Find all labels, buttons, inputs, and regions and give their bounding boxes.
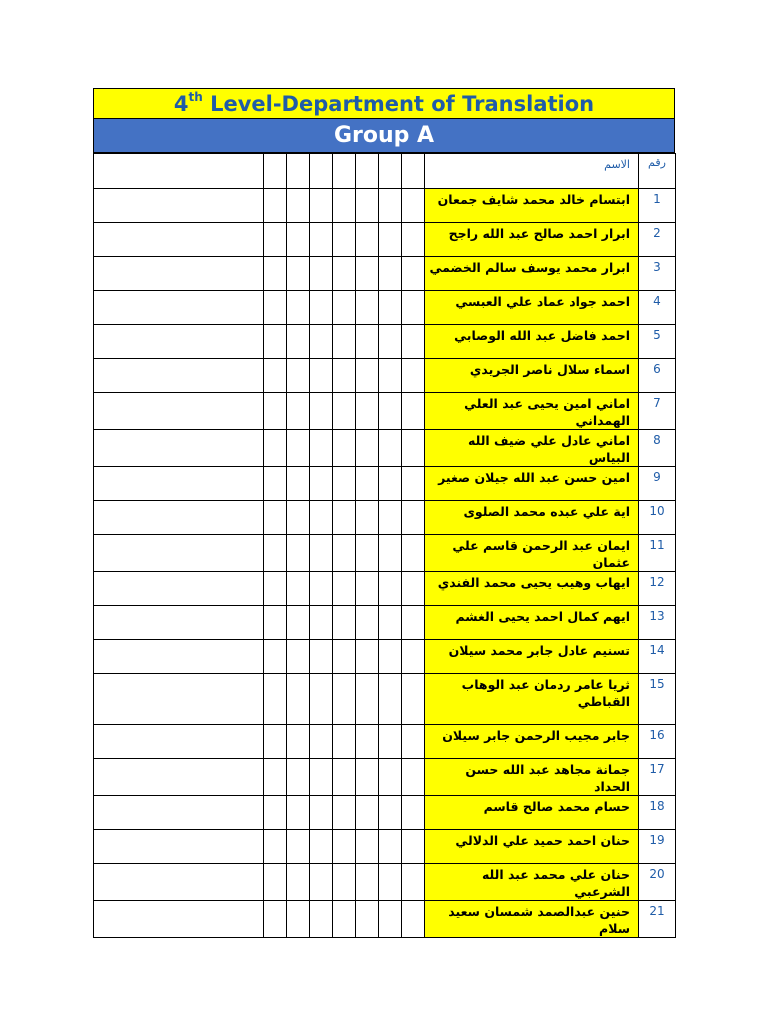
row-notes-cell[interactable] [94,467,264,501]
row-mark-cell[interactable] [333,606,356,640]
row-notes-cell[interactable] [94,759,264,796]
student-name: اية علي عبده محمد الصلوى [425,501,639,535]
row-mark-cell[interactable] [402,901,425,938]
row-notes-cell[interactable] [94,189,264,223]
student-table [93,153,676,938]
row-mark-cell[interactable] [356,359,379,393]
row-mark-cell[interactable] [310,257,333,291]
row-notes-cell[interactable] [94,501,264,535]
row-mark-cell[interactable] [310,640,333,674]
student-name: ابرار احمد صالح عبد الله راجح [425,223,639,257]
row-mark-cell[interactable] [310,223,333,257]
row-mark-cell[interactable] [264,325,287,359]
row-mark-cell[interactable] [287,430,310,467]
row-mark-cell[interactable] [379,830,402,864]
row-mark-cell[interactable] [402,501,425,535]
row-mark-cell[interactable] [310,901,333,938]
row-mark-cell[interactable] [264,606,287,640]
row-mark-cell[interactable] [310,572,333,606]
row-mark-cell[interactable] [333,223,356,257]
row-mark-cell[interactable] [333,901,356,938]
row-mark-cell[interactable] [379,606,402,640]
row-mark-cell[interactable] [402,291,425,325]
student-name: امين حسن عبد الله جيلان صغير [425,467,639,501]
row-mark-cell[interactable] [287,796,310,830]
row-mark-cell[interactable] [310,725,333,759]
row-mark-cell[interactable] [310,606,333,640]
student-name: جمانة مجاهد عبد الله حسن الحداد [425,759,639,796]
row-mark-cell[interactable] [333,725,356,759]
row-mark-cell[interactable] [310,864,333,901]
student-number: 20 [639,864,676,901]
row-mark-cell[interactable] [356,606,379,640]
row-mark-cell[interactable] [379,393,402,430]
row-mark-cell[interactable] [333,467,356,501]
row-mark-cell[interactable] [310,393,333,430]
row-notes-cell[interactable] [94,725,264,759]
row-mark-cell[interactable] [310,501,333,535]
row-mark-cell[interactable] [379,189,402,223]
row-mark-cell[interactable] [402,759,425,796]
table-row [94,257,676,291]
row-mark-cell[interactable] [287,291,310,325]
student-number: 19 [639,830,676,864]
row-mark-cell[interactable] [264,759,287,796]
row-mark-cell[interactable] [379,501,402,535]
row-mark-cell[interactable] [356,674,379,725]
row-mark-cell[interactable] [356,535,379,572]
header-mark-cell[interactable] [287,154,310,189]
row-mark-cell[interactable] [379,430,402,467]
row-notes-cell[interactable] [94,572,264,606]
title-ordinal-suffix: th [188,90,203,104]
row-mark-cell[interactable] [333,759,356,796]
row-mark-cell[interactable] [356,901,379,938]
row-mark-cell[interactable] [379,257,402,291]
row-mark-cell[interactable] [402,325,425,359]
row-mark-cell[interactable] [310,759,333,796]
row-mark-cell[interactable] [333,640,356,674]
table-row [94,640,676,674]
row-mark-cell[interactable] [310,359,333,393]
row-mark-cell[interactable] [402,430,425,467]
row-mark-cell[interactable] [287,606,310,640]
row-mark-cell[interactable] [264,535,287,572]
table-row [94,830,676,864]
student-number: 15 [639,674,676,725]
row-notes-cell[interactable] [94,430,264,467]
row-mark-cell[interactable] [402,674,425,725]
table-row [94,864,676,901]
row-notes-cell[interactable] [94,830,264,864]
row-mark-cell[interactable] [264,640,287,674]
row-mark-cell[interactable] [356,572,379,606]
row-mark-cell[interactable] [287,257,310,291]
row-mark-cell[interactable] [379,640,402,674]
row-mark-cell[interactable] [264,223,287,257]
row-mark-cell[interactable] [379,535,402,572]
student-number: 11 [639,535,676,572]
row-notes-cell[interactable] [94,325,264,359]
row-mark-cell[interactable] [379,674,402,725]
row-mark-cell[interactable] [356,325,379,359]
row-mark-cell[interactable] [356,640,379,674]
row-mark-cell[interactable] [402,725,425,759]
student-name: ابرار محمد يوسف سالم الخضمي [425,257,639,291]
student-number: 14 [639,640,676,674]
row-mark-cell[interactable] [402,223,425,257]
row-mark-cell[interactable] [264,393,287,430]
table-row [94,467,676,501]
student-name: حنين عبدالصمد شمسان سعيد سلام [425,901,639,938]
row-mark-cell[interactable] [287,572,310,606]
student-number: 5 [639,325,676,359]
row-mark-cell[interactable] [402,864,425,901]
student-name: ايهم كمال احمد يحيى الغشم [425,606,639,640]
row-mark-cell[interactable] [310,674,333,725]
row-mark-cell[interactable] [333,291,356,325]
row-mark-cell[interactable] [379,864,402,901]
row-mark-cell[interactable] [264,291,287,325]
table-row [94,359,676,393]
row-mark-cell[interactable] [356,430,379,467]
student-number: 1 [639,189,676,223]
student-number: 9 [639,467,676,501]
table-row [94,291,676,325]
row-mark-cell[interactable] [379,901,402,938]
row-mark-cell[interactable] [379,223,402,257]
student-number: 13 [639,606,676,640]
row-mark-cell[interactable] [287,501,310,535]
table-row [94,535,676,572]
row-mark-cell[interactable] [310,189,333,223]
row-mark-cell[interactable] [310,830,333,864]
column-header-row [94,154,676,189]
student-name: ابتسام خالد محمد شايف جمعان [425,189,639,223]
attendance-sheet [93,88,675,938]
student-name: حنان علي محمد عبد الله الشرعبي [425,864,639,901]
table-row [94,674,676,725]
header-mark-cell[interactable] [310,154,333,189]
row-notes-cell[interactable] [94,291,264,325]
row-mark-cell[interactable] [333,430,356,467]
table-row [94,725,676,759]
table-row [94,223,676,257]
row-mark-cell[interactable] [379,725,402,759]
row-mark-cell[interactable] [310,796,333,830]
header-mark-cell[interactable] [356,154,379,189]
row-mark-cell[interactable] [333,864,356,901]
row-mark-cell[interactable] [402,606,425,640]
row-mark-cell[interactable] [379,759,402,796]
row-mark-cell[interactable] [333,535,356,572]
row-mark-cell[interactable] [356,223,379,257]
row-notes-cell[interactable] [94,257,264,291]
row-mark-cell[interactable] [287,901,310,938]
row-mark-cell[interactable] [333,189,356,223]
header-notes-cell[interactable] [94,154,264,189]
student-name: احمد فاضل عبد الله الوصابي [425,325,639,359]
row-mark-cell[interactable] [333,830,356,864]
row-mark-cell[interactable] [356,257,379,291]
student-number: 10 [639,501,676,535]
student-name: حسام محمد صالح قاسم [425,796,639,830]
row-mark-cell[interactable] [356,291,379,325]
row-mark-cell[interactable] [356,725,379,759]
row-mark-cell[interactable] [356,467,379,501]
table-row [94,189,676,223]
table-row [94,501,676,535]
row-mark-cell[interactable] [356,393,379,430]
row-notes-cell[interactable] [94,901,264,938]
group-title: Group A [93,119,675,153]
row-mark-cell[interactable] [379,325,402,359]
table-row [94,393,676,430]
row-mark-cell[interactable] [356,189,379,223]
table-row [94,901,676,938]
row-mark-cell[interactable] [264,901,287,938]
row-mark-cell[interactable] [356,501,379,535]
row-mark-cell[interactable] [264,572,287,606]
student-number: 16 [639,725,676,759]
row-mark-cell[interactable] [402,393,425,430]
row-mark-cell[interactable] [264,864,287,901]
title-department: Level-Department of Translation [202,92,595,116]
row-mark-cell[interactable] [287,725,310,759]
row-mark-cell[interactable] [379,291,402,325]
row-mark-cell[interactable] [333,501,356,535]
row-mark-cell[interactable] [287,830,310,864]
row-mark-cell[interactable] [379,359,402,393]
row-mark-cell[interactable] [402,640,425,674]
row-mark-cell[interactable] [287,640,310,674]
row-notes-cell[interactable] [94,674,264,725]
row-mark-cell[interactable] [264,796,287,830]
student-name: اسماء سلال ناصر الجريدي [425,359,639,393]
row-mark-cell[interactable] [402,535,425,572]
student-name: جابر مجيب الرحمن جابر سيلان [425,725,639,759]
student-name: احمد جواد عماد علي العبسي [425,291,639,325]
row-notes-cell[interactable] [94,223,264,257]
row-mark-cell[interactable] [333,257,356,291]
row-mark-cell[interactable] [379,467,402,501]
student-number: 21 [639,901,676,938]
row-mark-cell[interactable] [287,759,310,796]
row-notes-cell[interactable] [94,796,264,830]
row-mark-cell[interactable] [264,189,287,223]
row-mark-cell[interactable] [287,467,310,501]
student-number: 12 [639,572,676,606]
row-mark-cell[interactable] [333,359,356,393]
table-row [94,606,676,640]
header-mark-cell[interactable] [402,154,425,189]
student-name: تسنيم عادل جابر محمد سيلان [425,640,639,674]
row-mark-cell[interactable] [287,223,310,257]
row-mark-cell[interactable] [402,572,425,606]
header-mark-cell[interactable] [333,154,356,189]
row-mark-cell[interactable] [379,796,402,830]
student-number: 4 [639,291,676,325]
row-mark-cell[interactable] [264,501,287,535]
row-mark-cell[interactable] [356,796,379,830]
table-row [94,572,676,606]
row-notes-cell[interactable] [94,359,264,393]
row-mark-cell[interactable] [333,325,356,359]
row-mark-cell[interactable] [333,674,356,725]
column-header-name: الاسم [425,154,639,189]
row-mark-cell[interactable] [264,430,287,467]
student-name: ثريا عامر ردمان عبد الوهاب القباطي [425,674,639,725]
row-mark-cell[interactable] [287,359,310,393]
row-mark-cell[interactable] [333,796,356,830]
table-row [94,430,676,467]
student-name: ايمان عبد الرحمن قاسم علي عثمان [425,535,639,572]
table-row [94,325,676,359]
row-mark-cell[interactable] [264,257,287,291]
row-mark-cell[interactable] [402,257,425,291]
row-mark-cell[interactable] [402,796,425,830]
row-mark-cell[interactable] [356,759,379,796]
table-row [94,796,676,830]
student-name: اماني عادل علي ضيف الله البياس [425,430,639,467]
student-number: 17 [639,759,676,796]
row-mark-cell[interactable] [287,189,310,223]
row-notes-cell[interactable] [94,640,264,674]
row-mark-cell[interactable] [402,830,425,864]
row-mark-cell[interactable] [264,467,287,501]
row-mark-cell[interactable] [402,359,425,393]
row-mark-cell[interactable] [379,572,402,606]
header-mark-cell[interactable] [264,154,287,189]
row-mark-cell[interactable] [264,725,287,759]
row-notes-cell[interactable] [94,606,264,640]
header-mark-cell[interactable] [379,154,402,189]
row-mark-cell[interactable] [310,535,333,572]
row-mark-cell[interactable] [287,325,310,359]
student-name: اماني امين يحيى عبد العلي الهمداني [425,393,639,430]
row-mark-cell[interactable] [264,359,287,393]
column-header-number: رقم [639,154,676,189]
row-notes-cell[interactable] [94,535,264,572]
row-mark-cell[interactable] [333,393,356,430]
row-mark-cell[interactable] [310,291,333,325]
row-mark-cell[interactable] [310,467,333,501]
row-mark-cell[interactable] [287,535,310,572]
row-mark-cell[interactable] [287,864,310,901]
row-mark-cell[interactable] [287,393,310,430]
row-mark-cell[interactable] [264,674,287,725]
student-number: 7 [639,393,676,430]
student-number: 18 [639,796,676,830]
row-mark-cell[interactable] [356,830,379,864]
row-notes-cell[interactable] [94,864,264,901]
student-number: 2 [639,223,676,257]
row-notes-cell[interactable] [94,393,264,430]
row-mark-cell[interactable] [402,467,425,501]
title-level-number: 4 [173,92,189,116]
row-mark-cell[interactable] [402,189,425,223]
row-mark-cell[interactable] [310,325,333,359]
row-mark-cell[interactable] [264,830,287,864]
row-mark-cell[interactable] [287,674,310,725]
student-number: 6 [639,359,676,393]
row-mark-cell[interactable] [356,864,379,901]
student-name: ايهاب وهيب يحيى محمد الفندي [425,572,639,606]
student-number: 3 [639,257,676,291]
row-mark-cell[interactable] [310,430,333,467]
table-row [94,759,676,796]
student-number: 8 [639,430,676,467]
student-name: حنان احمد حميد علي الدلالي [425,830,639,864]
row-mark-cell[interactable] [333,572,356,606]
sheet-title [93,88,675,119]
